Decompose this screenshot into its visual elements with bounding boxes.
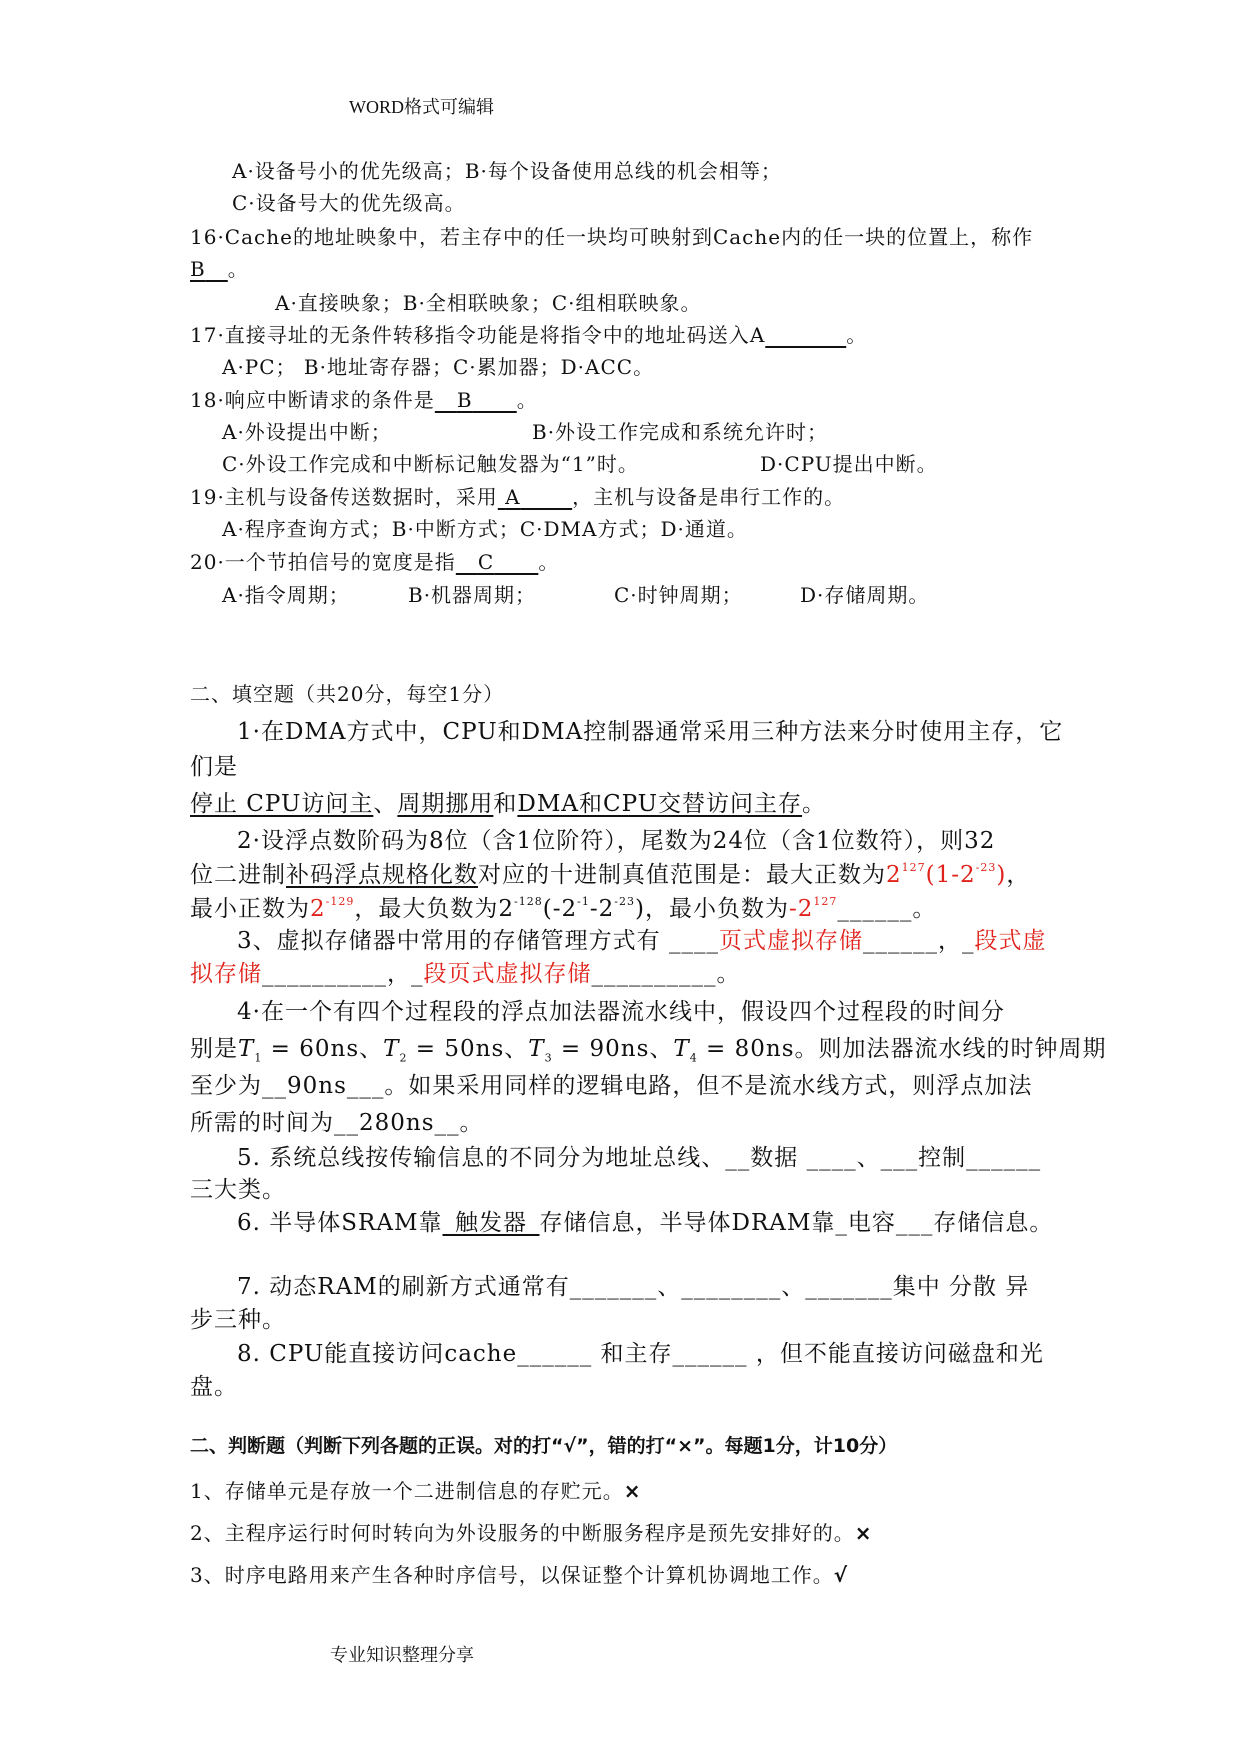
- fill-q8-answer-2: ______: [672, 1341, 748, 1367]
- q19-line: 19·主机与设备传送数据时，采用 A ，主机与设备是串行工作的。: [190, 485, 846, 509]
- q15-option-c: C·设备号大的优先级高。: [232, 191, 466, 215]
- q18-option-d: D·CPU提出中断。: [760, 452, 938, 476]
- q20-answer: C: [477, 550, 495, 574]
- fill-q2-line1: 2·设浮点数阶码为8位（含1位阶符），尾数为24位（含1位数符），则32: [237, 828, 996, 854]
- fill-q2-max-negative: $2^{-128}(-2^{-1}-2^{-23})$: [498, 895, 645, 922]
- fill-q7-line2: 步三种。: [190, 1307, 286, 1333]
- page-header: WORD格式可编辑: [349, 97, 494, 117]
- judge-section-title: 二、判断题（判断下列各题的正误。对的打“√”，错的打“×”。每题1分，计10分）: [190, 1435, 898, 1457]
- q20-option-d: D·存储周期。: [800, 583, 930, 607]
- fill-q2-min-positive: $2^{-129}$: [310, 895, 355, 922]
- fill-q1-answers: 停止 CPU访问主、周期挪用和DMA和CPU交替访问主存。: [190, 791, 827, 817]
- fill-q1-answer-3: DMA和CPU交替访问主存: [517, 791, 803, 817]
- q17-answer: A: [749, 323, 766, 347]
- q15-options-line1: [232, 155, 782, 184]
- fill-q1-line1: 1·在DMA方式中，CPU和DMA控制器通常采用三种方法来分时使用主存，它: [237, 719, 1064, 745]
- fill-q3-answer-2a: 段式虚: [974, 928, 1047, 954]
- q15-option-a: A·设备号小的优先级高；: [232, 159, 465, 183]
- fill-q3-answer-3: 段页式虚拟存储: [423, 961, 592, 987]
- fill-q3-answer-2b: 拟存储: [190, 961, 262, 987]
- fill-q5-answer-1: __数据 ____: [725, 1145, 857, 1171]
- fill-q5-line1: 5. 系统总线按传输信息的不同分为地址总线、__数据 ____、___控制______: [237, 1145, 1042, 1171]
- judge-q1-mark: ×: [623, 1479, 642, 1503]
- judge-q1: 1、存储单元是存放一个二进制信息的存贮元。×: [190, 1479, 642, 1503]
- fill-q8-answer-1: cache______: [444, 1341, 593, 1367]
- q19-stem: 19·主机与设备传送数据时，采用: [190, 485, 498, 509]
- fill-q7-answers: 集中 分散 异: [892, 1274, 1030, 1300]
- fill-q3-answer-1: 页式虚拟存储: [718, 928, 863, 954]
- q18-option-b: B·外设工作完成和系统允许时；: [532, 420, 829, 444]
- fill-q2-underlined-term: 补码浮点规格化数: [286, 862, 478, 888]
- fill-q1-answer-1: 停止 CPU访问主: [190, 791, 374, 817]
- judge-q2-mark: ×: [854, 1521, 873, 1545]
- q16-options: A·直接映象；B·全相联映象；C·组相联映象。: [275, 291, 702, 315]
- fill-q4-answer-2: __280ns__: [334, 1110, 460, 1136]
- fill-q4-line1: 4·在一个有四个过程段的浮点加法器流水线中，假设四个过程段的时间分: [237, 999, 1005, 1025]
- q18-stem: 18·响应中断请求的条件是: [190, 388, 435, 412]
- fill-q4-line3: 至少为__90ns___。如果采用同样的逻辑电路，但不是流水线方式，则浮点加法: [190, 1073, 1033, 1099]
- fill-q6-line: 6. 半导体SRAM靠_触发器_存储信息，半导体DRAM靠_电容___存储信息。: [237, 1210, 1054, 1236]
- q20-option-c: C·时钟周期；: [614, 583, 743, 607]
- judge-q3-mark: √: [833, 1563, 849, 1587]
- q18-line: 18·响应中断请求的条件是 B 。: [190, 388, 538, 412]
- q18-answer: B: [456, 388, 473, 412]
- fill-q8-line1: 8. CPU能直接访问cache______ 和主存______ ，但不能直接访问磁盘和光: [237, 1341, 1044, 1367]
- fill-q6-answer-2: _电容___: [835, 1210, 934, 1236]
- fill-q7-line1: 7. 动态RAM的刷新方式通常有_______、________、_______集中 分散 异: [237, 1274, 1030, 1300]
- q17-stem: 17·直接寻址的无条件转移指令功能是将指令中的地址码送入: [190, 323, 750, 347]
- q20-line: 20·一个节拍信号的宽度是指 C 。: [190, 550, 560, 574]
- fill-q3-line2: 拟存储__________，_段页式虚拟存储__________。: [190, 961, 741, 987]
- fill-q2-line2: 位二进制补码浮点规格化数对应的十进制真值范围是：最大正数为$2^{127}(1-2^{-23})$，: [190, 861, 1031, 888]
- fill-q4-line2: 别是$T_1 = 60ns$、$T_2 = 50ns$、$T_3 = 90ns$、$T_4 = 80ns$。则加法器流水线的时钟周期: [190, 1036, 1107, 1065]
- fill-q5-answer-2: ___控制______: [880, 1145, 1042, 1171]
- q18-option-c: C·外设工作完成和中断标记触发器为“1”时。: [222, 452, 639, 476]
- fill-q2-min-negative: $-2^{127}$: [788, 895, 838, 922]
- q20-option-b: B·机器周期；: [408, 583, 537, 607]
- fill-q2-line3: 最小正数为$2^{-129}$，最大负数为$2^{-128}(-2^{-1}-2^{-23})$，最小负数为$-2^{127}\_\_\_\_\_\_$。: [190, 895, 937, 922]
- q20-stem: 20·一个节拍信号的宽度是指: [190, 550, 456, 574]
- fill-q4-line4: 所需的时间为__280ns__。: [190, 1110, 484, 1136]
- q20-option-a: A·指令周期；: [222, 583, 350, 607]
- fill-q5-line2: 三大类。: [190, 1177, 286, 1203]
- fill-q1-line2: 们是: [190, 754, 238, 780]
- q16-answer: B: [190, 257, 206, 281]
- q19-options: A·程序查询方式；B·中断方式；C·DMA方式；D·通道。: [222, 517, 748, 541]
- fill-q1-answer-2: 周期挪用: [397, 791, 494, 817]
- judge-q3: 3、时序电路用来产生各种时序信号，以保证整个计算机协调地工作。√: [190, 1563, 849, 1587]
- q15-option-b: B·每个设备使用总线的机会相等；: [464, 159, 782, 183]
- page-footer: 专业知识整理分享: [330, 1645, 474, 1666]
- fill-q8-line2: 盘。: [190, 1374, 238, 1400]
- fill-q6-answer-1: _触发器_: [442, 1210, 540, 1236]
- fill-q3-line1: 3、虚拟存储器中常用的存储管理方式有 ____页式虚拟存储______，_段式虚: [237, 928, 1047, 954]
- q16-stem: 16·Cache的地址映象中，若主存中的任一块均可映射到Cache内的任一块的位置上，称作: [190, 225, 1034, 249]
- q16-answer-line: B 。: [190, 257, 249, 281]
- q17-line: 17·直接寻址的无条件转移指令功能是将指令中的地址码送入A 。: [190, 323, 868, 347]
- q17-options: A·PC； B·地址寄存器；C·累加器；D·ACC。: [222, 355, 655, 379]
- q18-option-a: A·外设提出中断；: [222, 420, 392, 444]
- fill-q2-max-positive: $2^{127}(1-2^{-23})$: [886, 861, 1007, 888]
- fill-section-title: 二、填空题（共20分，每空1分）: [190, 682, 505, 706]
- q19-answer: A: [505, 485, 521, 509]
- judge-q2: 2、主程序运行时何时转向为外设服务的中断服务程序是预先安排好的。×: [190, 1521, 873, 1545]
- fill-q4-answer-1: __90ns___: [262, 1073, 385, 1099]
